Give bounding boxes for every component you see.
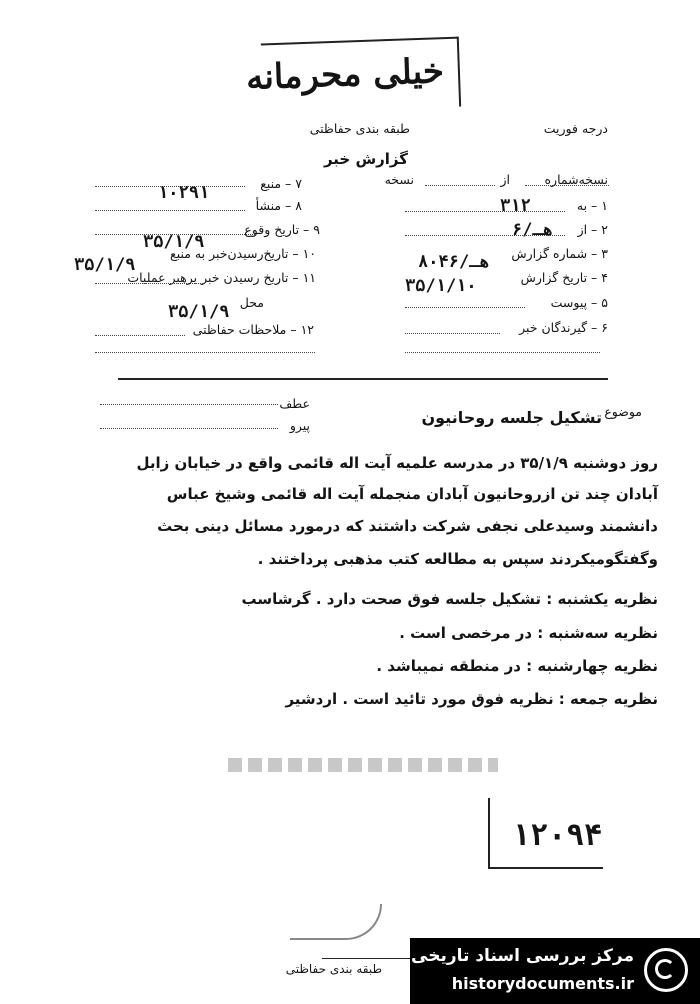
field-from-value: ۶/هـ [512,220,553,240]
field-security-notes-dots [95,335,185,336]
stamp-text: خیلی محرمانه [245,51,445,98]
field-recipients-dots-2 [405,352,600,353]
body-line-2: آبادان چند تن ازروحانیون آبادان منجمله آیت اله قائمی وشیخ عباس [166,485,658,503]
field-report-date-label: ۴ – تاریخ گزارش [520,270,608,285]
copy-number-label: نسخه‌شماره [544,172,608,187]
footer-classification-label: طبقه بندی حفاظتی [285,962,382,976]
field-attachment-dots [405,307,525,308]
field-occurrence-label: ۹ – تاریخ وقوع [244,222,320,237]
body-line-4: وگفتگومیکردند سپس به مطالعه کتب مذهبی پرداختند . [257,550,658,568]
archive-logo-title: مرکز بررسی اسناد تاریخی [411,946,634,966]
copy-number-dots [525,185,609,186]
archive-logo-emblem-icon [644,948,688,992]
opinion-sunday: نظریه یکشنبه : تشکیل جلسه فوق صحت دارد . گرشاسب [241,590,658,608]
report-title: گزارش خبر [323,150,408,168]
handwritten-underline [488,867,603,869]
field-origin-dots [95,210,245,211]
field-place-label: محل [239,295,264,310]
field-received-source-value: ۳۵/۱/۹ [74,255,136,275]
handwritten-bracket [488,798,490,868]
opinion-friday: نظریه جمعه : نظریه فوق مورد تائید است . اردشیر [285,690,658,708]
opinion-tuesday: نظریه سه‌شنبه : در مرخصی است . [399,624,658,642]
field-place-value: ۳۵/۱/۹ [168,302,230,322]
copy-of-dots [425,185,495,186]
reference-peyro-dots [100,428,278,429]
field-report-number-value: ۸۰۴۶/هـ [418,252,490,272]
body-line-3: دانشمند وسیدعلی نجفی شرکت داشتند که درمورد مسائل دینی بحث [157,517,658,535]
field-received-operations-dots [95,283,205,284]
field-from-label: ۲ – از [577,222,608,237]
reference-peyro-label: پیرو [289,418,310,433]
faded-bleed-marks [228,758,498,772]
subject-value: تشکیل جلسه روحانیون [421,408,602,427]
field-report-number-label: ۳ – شماره گزارش [511,246,608,261]
field-received-source-label: ۱۰ – تاریخ‌رسیدن‌خبر به منبع [170,246,316,261]
field-received-operations-label: ۱۱ – تاریخ رسیدن خبر برهبر عملیات [127,270,316,285]
urgency-label: درجه فوریت [543,121,608,136]
field-report-date-value: ۳۵/۱/۱۰ [405,276,477,296]
field-to-value: ۳۱۲ [500,196,531,216]
field-source-value: ۱۰۲۹۱ [158,183,210,203]
field-to-dots [405,211,565,212]
classification-label: طبقه بندی حفاظتی [309,121,410,136]
field-source-label: ۷ – منبع [260,176,302,191]
field-security-notes-dots-2 [95,352,315,353]
field-attachment-label: ۵ – پیوست [550,295,608,310]
archive-logo [410,938,700,1004]
field-origin-label: ۸ – منشأ [255,198,302,213]
subject-label: موضوع [604,404,642,419]
reference-atf-dots [100,404,278,405]
faint-signature [290,904,382,940]
field-recipients-dots [405,333,500,334]
field-to-label: ۱ – به [576,198,608,213]
handwritten-number: ۱۲۰۹۴ [512,818,603,853]
reference-atf-label: عطف [279,396,310,411]
copy-label: نسخه [384,172,414,187]
field-from-dots [405,235,565,236]
archive-logo-url: historydocuments.ir [451,974,634,993]
classification-stamp [245,37,461,114]
field-recipients-label: ۶ – گیرندگان خبر [519,320,608,335]
field-security-notes-label: ۱۲ – ملاحظات حفاظتی [192,322,314,337]
section-divider [118,378,608,380]
body-line-1: روز دوشنبه ۳۵/۱/۹ در مدرسه علمیه آیت اله قائمی واقع در خیابان زابل [136,454,658,472]
copy-of-label: از [500,172,510,187]
opinion-wednesday: نظریه چهارشنبه : در منطقه نمیباشد . [376,657,658,675]
field-occurrence-value: ۳۵/۱/۹ [143,232,205,252]
